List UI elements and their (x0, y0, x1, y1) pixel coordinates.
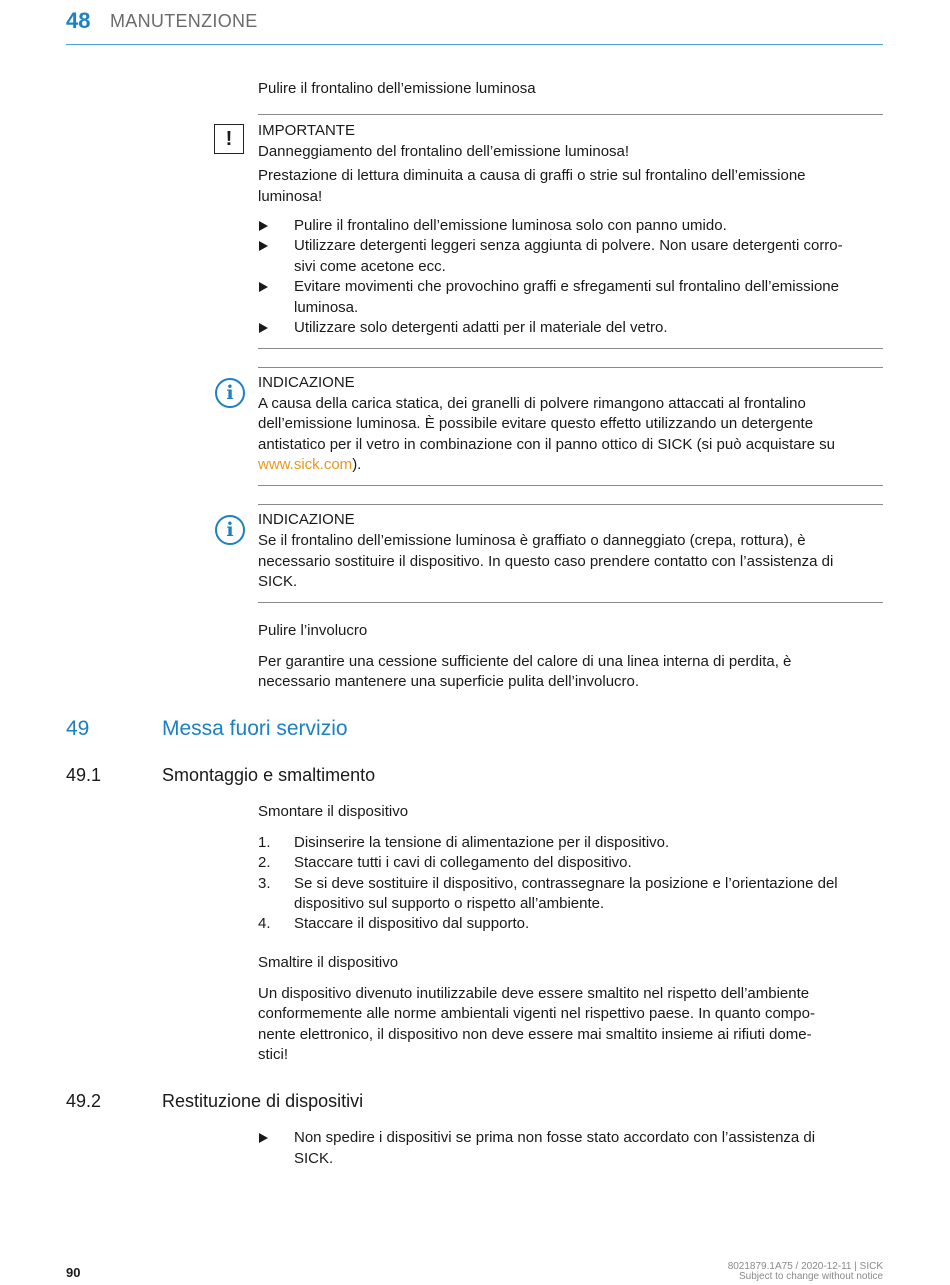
chapter-number: 48 (66, 8, 91, 33)
subheading-dispose: Smaltire il dispositivo (258, 954, 399, 971)
info-icon: i (215, 378, 245, 408)
info-icon: i (215, 515, 245, 545)
dispose-line-1: Un dispositivo divenuto inutilizzabile deve essere smaltito nel rispetto dell’ambiente (258, 985, 810, 1002)
note1-top-rule (258, 367, 883, 368)
section-49-1-number: 49.1 (66, 765, 102, 785)
section-49-title: Messa fuori servizio (162, 717, 348, 740)
dispose-line-3: nente elettronico, il dispositivo non deve essere mai smaltito insieme ai rifiuti dome- (258, 1026, 812, 1043)
section-49-2-number: 49.2 (66, 1091, 102, 1111)
step-marker-3: 3. (258, 875, 271, 892)
step-marker-2: 2. (258, 854, 271, 871)
section-49-2-title: Restituzione di dispositivi (162, 1091, 364, 1111)
subheading-dismount: Smontare il dispositivo (258, 803, 409, 820)
chapter-title: MANUTENZIONE (110, 11, 258, 31)
bullet-arrow-icon (259, 1133, 268, 1143)
note2-line-1: Se il frontalino dell’emissione luminosa è graffiato o danneggiato (crepa, rottura), è (258, 532, 806, 549)
note2-line-3: SICK. (258, 573, 298, 590)
important-top-rule (258, 114, 883, 115)
important-bullet-3-line-1: Evitare movimenti che provochino graffi e sfregamenti sul frontalino dell’emissione (294, 278, 839, 295)
step-3-line-1: Se si deve sostituire il dispositivo, contrassegnare la posizione e l’orientazione del (294, 875, 838, 892)
dispose-line-4: stici! (258, 1046, 288, 1063)
dispose-line-2: conformemente alle norme ambientali vigenti nel rispettivo paese. In quanto compo- (258, 1005, 815, 1022)
important-bottom-rule (258, 348, 883, 349)
important-body-line-1: Prestazione di lettura diminuita a causa di graffi o strie sul frontalino dell’emissione (258, 167, 806, 184)
step-marker-4: 4. (258, 915, 271, 932)
bullet-arrow-icon (259, 241, 268, 251)
note1-line-2: dell’emissione luminosa. È possibile evitare questo effetto utilizzando un detergente (258, 415, 814, 432)
important-bullet-1: Pulire il frontalino dell’emissione luminosa solo con panno umido. (294, 217, 727, 234)
section-49-1-title: Smontaggio e smaltimento (162, 765, 376, 785)
return-bullet-line-1: Non spedire i dispositivi se prima non fosse stato accordato con l’assistenza di (294, 1129, 816, 1146)
return-bullet-line-2: SICK. (294, 1150, 334, 1167)
step-4: Staccare il dispositivo dal supporto. (294, 915, 530, 932)
subheading-clean-window: Pulire il frontalino dell’emissione luminosa (258, 80, 536, 97)
note2-label: INDICAZIONE (258, 511, 355, 528)
note1-line-3: antistatico per il vetro in combinazione con il panno ottico di SICK (si può acquistare su (258, 436, 835, 453)
step-3-line-2: dispositivo sul supporto o rispetto all’ambiente. (294, 895, 605, 912)
footer-doc-info (728, 1262, 883, 1282)
important-bullet-2-line-2: sivi come acetone ecc. (294, 258, 446, 275)
header-divider (66, 44, 883, 45)
step-2: Staccare tutti i cavi di collegamento del dispositivo. (294, 854, 632, 871)
note2-bottom-rule (258, 602, 883, 603)
note1-label: INDICAZIONE (258, 374, 355, 391)
note2-top-rule (258, 504, 883, 505)
step-1: Disinserire la tensione di alimentazione per il dispositivo. (294, 834, 670, 851)
clean-housing-line-2: necessario mantenere una superficie pulita dell’involucro. (258, 673, 640, 690)
note1-line-1: A causa della carica statica, dei granelli di polvere rimangono attaccati al frontalino (258, 395, 806, 412)
bullet-arrow-icon (259, 323, 268, 333)
section-49-number: 49 (66, 717, 90, 740)
important-title: Danneggiamento del frontalino dell’emissione luminosa! (258, 143, 630, 160)
important-bullet-3-line-2: luminosa. (294, 299, 359, 316)
important-bullet-4: Utilizzare solo detergenti adatti per il materiale del vetro. (294, 319, 668, 336)
bullet-arrow-icon (259, 221, 268, 231)
page-number: 90 (66, 1265, 81, 1280)
clean-housing-line-1: Per garantire una cessione sufficiente del calore di una linea interna di perdita, è (258, 653, 792, 670)
footer-notice: Subject to change without notice (739, 1271, 883, 1282)
footer-doc-ref: 8021879.1A75 / 2020-12-11 | SICK (727, 1261, 883, 1272)
sick-website-link[interactable]: www.sick.com (258, 456, 353, 473)
bullet-arrow-icon (259, 282, 268, 292)
exclamation-icon: ! (214, 124, 244, 154)
note1-link-suffix: ). (352, 456, 362, 473)
important-bullet-2-line-1: Utilizzare detergenti leggeri senza aggiunta di polvere. Non usare detergenti corro- (294, 237, 843, 254)
important-body-line-2: luminosa! (258, 188, 323, 205)
note2-line-2: necessario sostituire il dispositivo. In questo caso prendere contatto con l’assistenza di (258, 553, 834, 570)
subheading-clean-housing: Pulire l’involucro (258, 622, 368, 639)
important-label: IMPORTANTE (258, 122, 355, 139)
step-marker-1: 1. (258, 834, 271, 851)
note1-bottom-rule (258, 485, 883, 486)
note1-line-4 (258, 455, 361, 476)
